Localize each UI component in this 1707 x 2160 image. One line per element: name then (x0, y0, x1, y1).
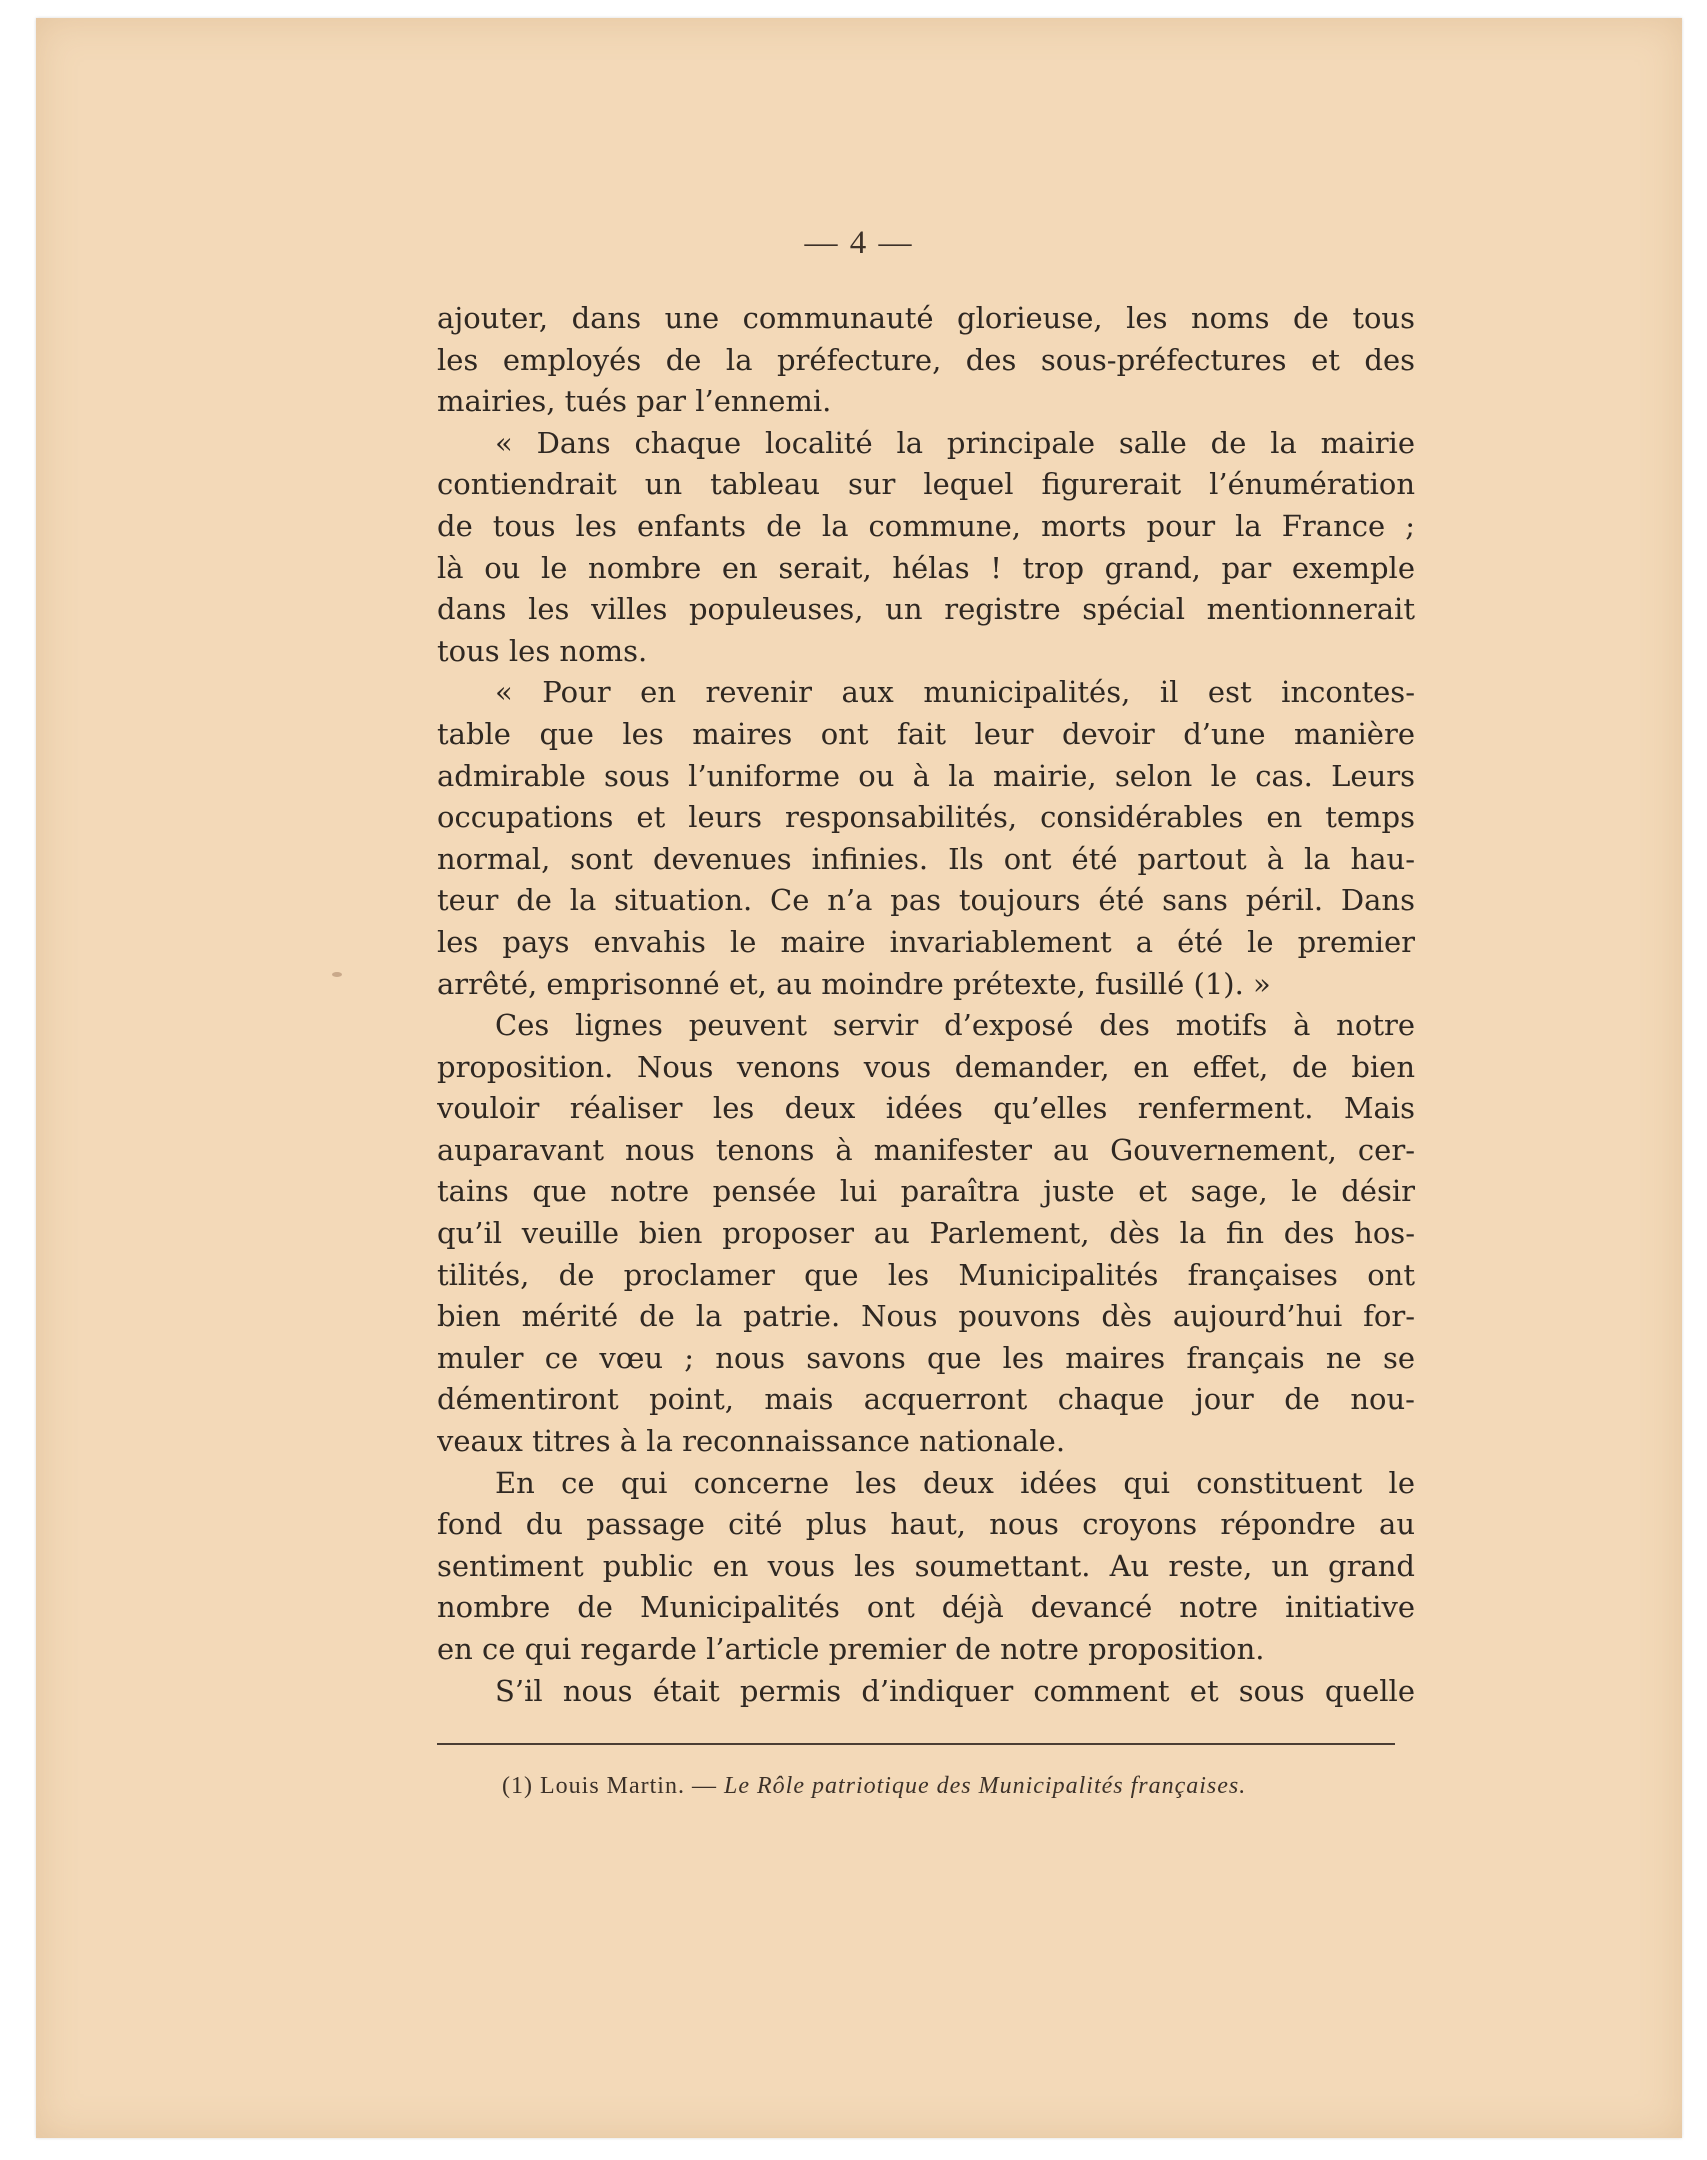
text-line: les pays envahis le maire invariablement a été le premier (437, 924, 1415, 959)
text-line: vouloir réaliser les deux idées qu’elles renferment. Mais (437, 1091, 1415, 1126)
text-line: S’il nous était permis d’indiquer comment et sous quelle (495, 1673, 1415, 1708)
text-line: les employés de la préfecture, des sous-préfectures et des (437, 342, 1415, 377)
text-line: mairies, tués par l’ennemi. (437, 384, 832, 419)
text-line: contiendrait un tableau sur lequel figurerait l’énumération (437, 467, 1415, 502)
text-line: « Dans chaque localité la principale salle de la mairie (495, 425, 1415, 460)
text-line: teur de la situation. Ce n’a pas toujours été sans péril. Dans (437, 883, 1415, 918)
footnote-divider (437, 1743, 1395, 1745)
text-line: qu’il veuille bien proposer au Parlement, dès la fin des hos- (437, 1216, 1415, 1251)
text-line: veaux titres à la reconnaissance nationale. (437, 1424, 1066, 1459)
text-line: tains que notre pensée lui paraîtra juste et sage, le désir (437, 1174, 1415, 1209)
text-line: occupations et leurs responsabilités, considérables en temps (437, 800, 1415, 835)
footnote-marker: (1) (502, 1773, 533, 1799)
text-line: admirable sous l’uniforme ou à la mairie, selon le cas. Leurs (437, 758, 1415, 793)
text-line: Ces lignes peuvent servir d’exposé des motifs à notre (495, 1008, 1415, 1043)
text-line: muler ce vœu ; nous savons que les maires français ne se (437, 1340, 1415, 1375)
text-line: proposition. Nous venons vous demander, en effet, de bien (437, 1049, 1415, 1084)
footnote-author: Louis Martin. — (539, 1773, 717, 1799)
text-line: auparavant nous tenons à manifester au Gouvernement, cer- (437, 1132, 1415, 1167)
text-line: normal, sont devenues infinies. Ils ont été partout à la hau- (437, 841, 1415, 876)
text-line: tilités, de proclamer que les Municipalités françaises ont (437, 1257, 1415, 1292)
body-text (437, 298, 1415, 1712)
text-line: en ce qui regarde l’article premier de notre proposition. (437, 1632, 1265, 1666)
text-line: fond du passage cité plus haut, nous croyons répondre au (437, 1507, 1415, 1542)
text-line: En ce qui concerne les deux idées qui constituent le (495, 1465, 1415, 1500)
text-line: dans les villes populeuses, un registre spécial mentionnerait (437, 592, 1415, 627)
text-line: « Pour en revenir aux municipalités, il est incontes- (495, 675, 1415, 710)
footnote (502, 1773, 1402, 1800)
text-line: nombre de Municipalités ont déjà devancé notre initiative (437, 1590, 1415, 1625)
text-line: démentiront point, mais acquerront chaque jour de nou- (437, 1382, 1415, 1417)
footnote-title: Le Rôle patriotique des Municipalités françaises. (723, 1773, 1247, 1799)
text-line: table que les maires ont fait leur devoir d’une manière (437, 716, 1415, 751)
text-line: de tous les enfants de la commune, morts pour la France ; (437, 508, 1415, 543)
text-line: sentiment public en vous les soumettant. Au reste, un grand (437, 1548, 1415, 1583)
text-line: bien mérité de la patrie. Nous pouvons dès aujourd’hui for- (437, 1299, 1415, 1334)
text-line: arrêté, emprisonné et, au moindre prétexte, fusillé (1). » (437, 966, 1271, 1001)
page-number: — 4 — (804, 225, 914, 261)
text-line: là ou le nombre en serait, hélas ! trop grand, par exemple (437, 550, 1415, 585)
paper-speck (332, 972, 342, 977)
text-line: ajouter, dans une communauté glorieuse, les noms de tous (437, 301, 1415, 335)
text-line: tous les noms. (437, 633, 648, 668)
document-page (36, 18, 1682, 2138)
